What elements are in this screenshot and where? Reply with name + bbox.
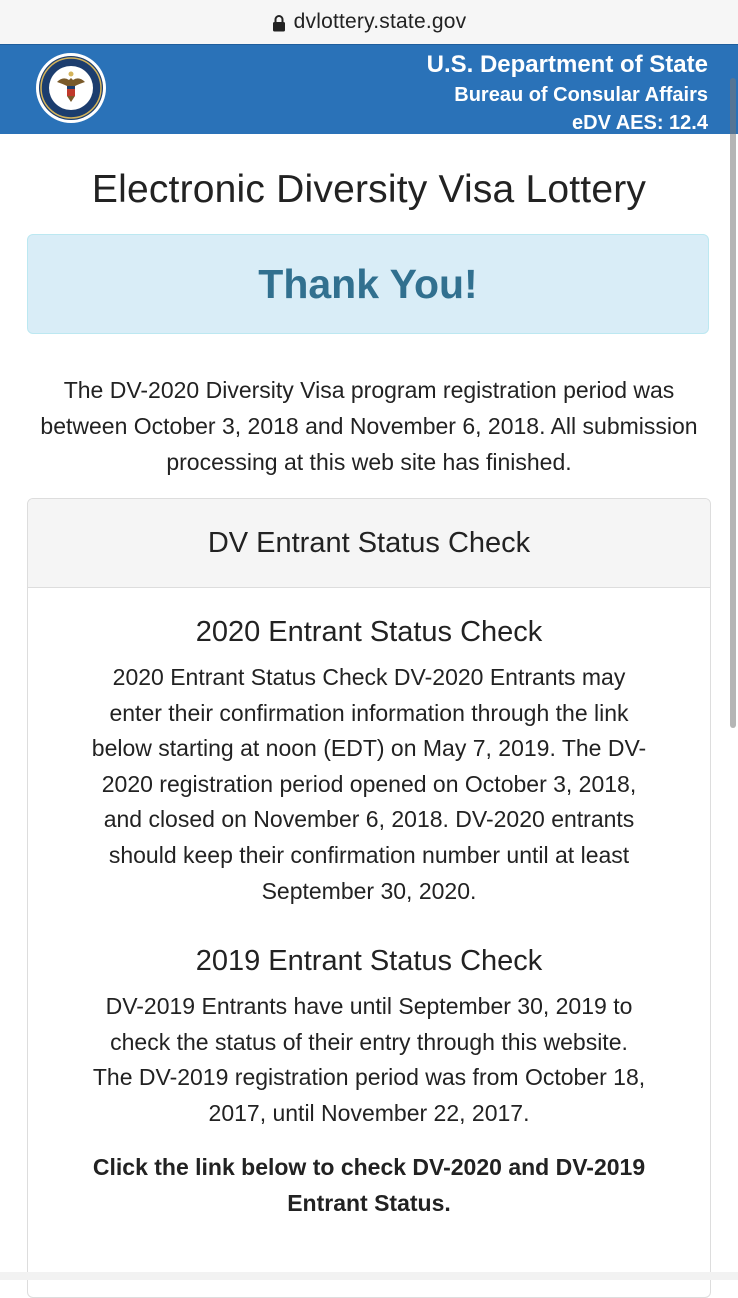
state-department-seal-icon[interactable]: [35, 52, 107, 124]
url-text: dvlottery.state.gov: [293, 10, 467, 33]
status-check-instruction: Click the link below to check DV-2020 and DV-2019 Entrant Status.: [92, 1153, 646, 1216]
section-2020-text: 2020 Entrant Status Check DV-2020 Entrants may enter their confirmation information through the link below starting at noon (EDT) on May 7, 2019. The DV-2020 registration period opened on October 3, 2018, and closed on November 6, 2018. DV-2020 entrants should keep their confirmation number until at least September 30, 2020.: [91, 664, 647, 904]
lock-icon: [272, 14, 286, 32]
section-2019-title: 2019 Entrant Status Check: [195, 945, 543, 978]
browser-url-bar[interactable]: [0, 0, 738, 44]
intro-text: The DV-2020 Diversity Visa program registration period was between October 3, 2018 and November 6, 2018. All submission processing at this web site has finished.: [40, 377, 698, 475]
thank-you-alert: [27, 234, 709, 334]
department-name: U.S. Department of State: [426, 51, 708, 78]
panel-body: [28, 588, 710, 1221]
bottom-edge: [0, 1272, 738, 1280]
site-header: [0, 44, 738, 134]
version-label: eDV AES: 12.4: [572, 112, 708, 134]
bureau-name: Bureau of Consular Affairs: [454, 84, 708, 106]
section-2020-title: 2020 Entrant Status Check: [195, 616, 543, 648]
page-title: Electronic Diversity Visa Lottery: [91, 168, 647, 211]
header-text-block: [427, 49, 708, 137]
panel-heading: DV Entrant Status Check: [28, 499, 710, 588]
section-2019-text: DV-2019 Entrants have until September 30, 2019 to check the status of their entry through this website. The DV-2019 registration period was from October 18, 2017, until November 22, 2017.: [92, 993, 646, 1126]
status-check-panel: [27, 498, 711, 1298]
thank-you-text: Thank You!: [258, 260, 478, 307]
